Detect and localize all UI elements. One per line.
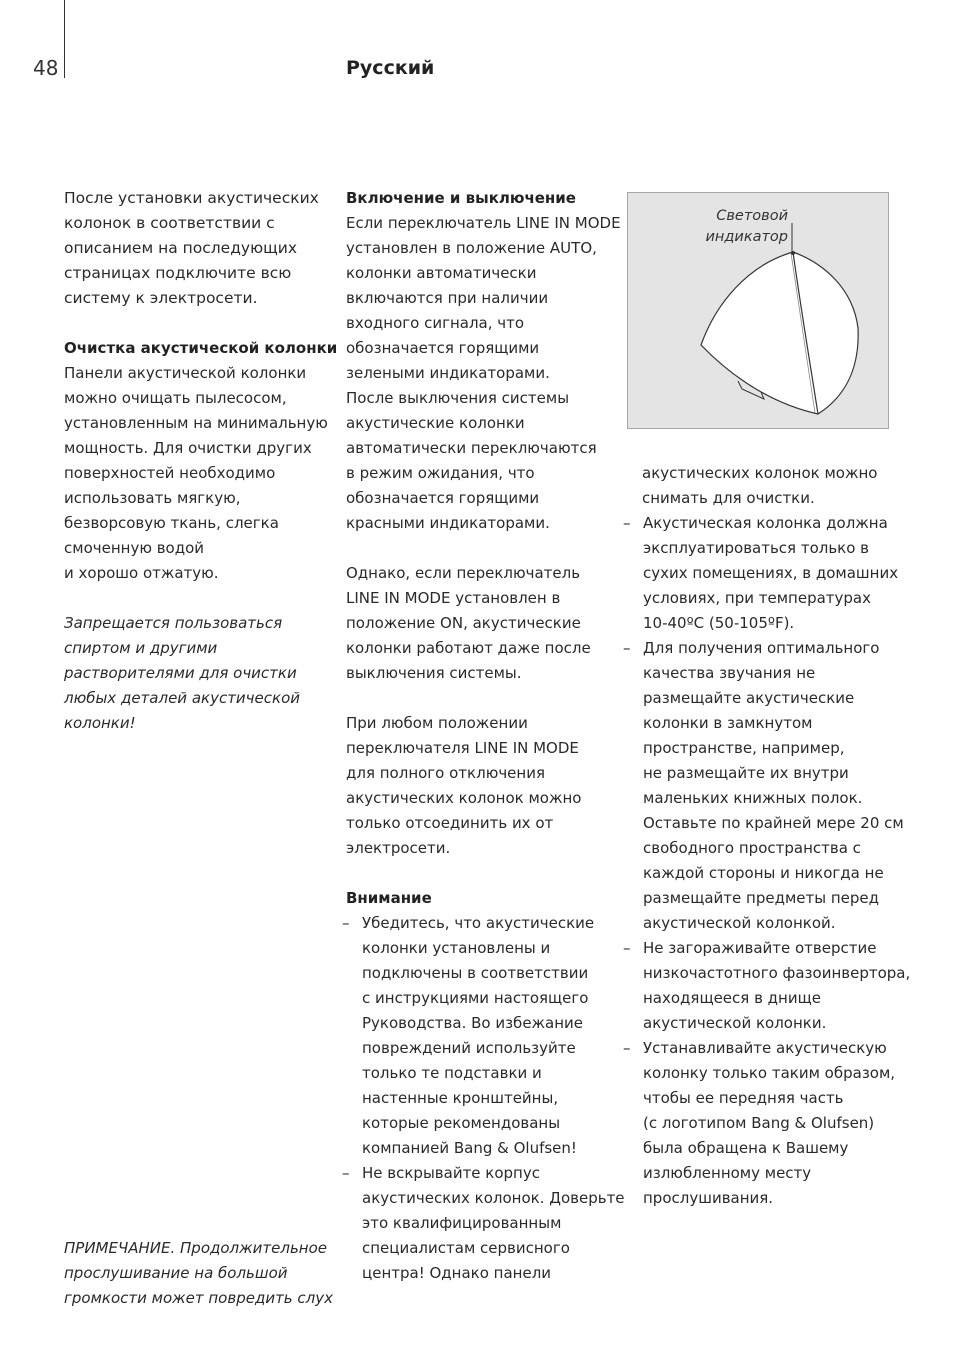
dash-marker: – (342, 914, 350, 932)
text-line: низкочастотного фазоинвертора, (643, 964, 911, 982)
text-line: не размещайте их внутри (643, 764, 849, 782)
warning-line: спиртом и другими (64, 639, 218, 657)
text-line: настенные кронштейны, (362, 1089, 559, 1107)
text-line: Однако, если переключатель (346, 564, 581, 582)
text-line: безворсовую ткань, слегка (64, 514, 279, 532)
text-line: поверхностей необходимо (64, 464, 276, 482)
text-line: которые рекомендованы (362, 1114, 561, 1132)
text-line: сухих помещениях, в домашних (643, 564, 899, 582)
text-line: электросети. (346, 839, 451, 857)
text-line: и хорошо отжатую. (64, 564, 219, 582)
text-line: размещайте предметы перед (643, 889, 880, 907)
text-line: Панели акустической колонки (64, 364, 307, 382)
text-line: установленным на минимальную (64, 414, 328, 432)
text-line: подключены в соответствии (362, 964, 589, 982)
text-line: обозначается горящими (346, 339, 540, 357)
column-2 (342, 186, 625, 1286)
page-title: Русский (346, 57, 435, 79)
text-line: можно очищать пылесосом, (64, 389, 287, 407)
dash-marker: – (342, 1164, 350, 1182)
text-line: для полного отключения (346, 764, 545, 782)
text-line: колонки работают даже после (346, 639, 591, 657)
text-line: При любом положении (346, 714, 528, 732)
dash-marker: – (623, 939, 631, 957)
text-line: условиях, при температурах (643, 589, 871, 607)
text-line: мощность. Для очистки других (64, 439, 312, 457)
text-line: центра! Однако панели (362, 1264, 552, 1282)
warning-line: растворителями для очистки (64, 664, 297, 682)
dash-marker: – (623, 1039, 631, 1057)
bullet-item (623, 511, 910, 636)
warning-line: Запрещается пользоваться (64, 614, 283, 632)
page-number: 48 (33, 56, 59, 80)
text-line: 10-40ºC (50-105ºF). (643, 614, 795, 632)
text-line: Оставьте по крайней мере 20 см (643, 814, 904, 832)
speaker-figure (627, 192, 889, 429)
intro-line: страницах подключите всю (64, 264, 292, 282)
text-line: использовать мягкую, (64, 489, 241, 507)
text-line: только те подставки и (362, 1064, 542, 1082)
text-line: колонку только таким образом, (643, 1064, 896, 1082)
onoff-heading: Включение и выключение (346, 189, 576, 207)
bullet-item (342, 1161, 625, 1286)
text-line: установлен в положение AUTO, (346, 239, 597, 257)
text-line: акустической колонки. (643, 1014, 827, 1032)
attention-heading: Внимание (346, 889, 432, 907)
text-line: смоченную водой (64, 539, 205, 557)
column-3 (623, 461, 911, 1211)
text-line: прослушивания. (643, 1189, 774, 1207)
text-line: (с логотипом Bang & Olufsen) (643, 1114, 875, 1132)
text-line: положение ON, акустические (346, 614, 581, 632)
text-line: зелеными индикаторами. (346, 364, 550, 382)
bullet-item (623, 936, 911, 1036)
text-line: Если переключатель LINE IN MODE (346, 214, 621, 232)
text-line: колонки автоматически (346, 264, 537, 282)
text-line: Для получения оптимального (643, 639, 880, 657)
text-line: качества звучания не (643, 664, 816, 682)
label-line: Световой (716, 208, 788, 224)
text-line: чтобы ее передняя часть (643, 1089, 844, 1107)
cleaning-heading: Очистка акустической колонки (64, 339, 338, 357)
text-line: автоматически переключаются (346, 439, 597, 457)
intro-line: систему к электросети. (64, 289, 258, 307)
bullet-item (623, 636, 910, 936)
text-line: красными индикаторами. (346, 514, 550, 532)
text-line: была обращена к Вашему (643, 1139, 849, 1157)
text-line: акустических колонок можно (642, 464, 878, 482)
text-line: это квалифицированным (362, 1214, 562, 1232)
column-1 (64, 186, 337, 736)
note (64, 1236, 333, 1311)
text-line: переключателя LINE IN MODE (346, 739, 579, 757)
note-line: прослушивание на большой (64, 1264, 288, 1282)
text-line: Не загораживайте отверстие (643, 939, 877, 957)
text-line: эксплуатироваться только в (643, 539, 870, 557)
text-line: с инструкциями настоящего (362, 989, 589, 1007)
text-line: акустических колонок можно (346, 789, 582, 807)
text-line: только отсоединить их от (346, 814, 554, 832)
text-line: каждой стороны и никогда не (643, 864, 884, 882)
text-line: свободного пространства с (643, 839, 861, 857)
label-line: индикатор (705, 229, 788, 245)
text-line: выключения системы. (346, 664, 522, 682)
note-line: ПРИМЕЧАНИЕ. Продолжительное (64, 1239, 328, 1257)
text-line: акустических колонок. Доверьте (362, 1189, 625, 1207)
text-line: снимать для очистки. (642, 489, 815, 507)
text-line: находящееся в днище (643, 989, 821, 1007)
margin-rule (64, 0, 65, 78)
dash-marker: – (623, 514, 631, 532)
text-line: Руководства. Во избежание (362, 1014, 584, 1032)
text-line: колонки установлены и (362, 939, 551, 957)
dash-marker: – (623, 639, 631, 657)
text-line: в режим ожидания, что (346, 464, 535, 482)
text-line: размещайте акустические (643, 689, 855, 707)
text-line: Акустическая колонка должна (643, 514, 888, 532)
text-line: Убедитесь, что акустические (362, 914, 595, 932)
text-line: Устанавливайте акустическую (643, 1039, 887, 1057)
bullet-item (623, 1036, 910, 1211)
text-line: включаются при наличии (346, 289, 549, 307)
text-line: акустической колонкой. (643, 914, 836, 932)
intro-line: колонок в соответствии с (64, 214, 275, 232)
speaker-body (701, 252, 858, 414)
warning-line: колонки! (64, 714, 136, 732)
note-line: громкости может повредить слух (64, 1289, 334, 1307)
warning-line: любых деталей акустической (64, 689, 301, 707)
text-line: После выключения системы (346, 389, 570, 407)
text-line: LINE IN MODE установлен в (346, 589, 561, 607)
text-line: акустические колонки (346, 414, 525, 432)
text-line: пространстве, например, (643, 739, 845, 757)
intro-line: описанием на последующих (64, 239, 297, 257)
bullet-item (342, 911, 625, 1161)
light-indicator-icon (791, 251, 795, 255)
text-line: излюбленному месту (643, 1164, 812, 1182)
indicator-label (705, 206, 788, 248)
text-line: повреждений используйте (362, 1039, 576, 1057)
text-line: колонки в замкнутом (643, 714, 813, 732)
text-line: специалистам сервисного (362, 1239, 570, 1257)
text-line: Не вскрывайте корпус (362, 1164, 540, 1182)
text-line: обозначается горящими (346, 489, 540, 507)
text-line: компанией Bang & Olufsen! (362, 1139, 577, 1157)
intro-line: После установки акустических (64, 189, 319, 207)
text-line: входного сигнала, что (346, 314, 525, 332)
text-line: маленьких книжных полок. (643, 789, 863, 807)
